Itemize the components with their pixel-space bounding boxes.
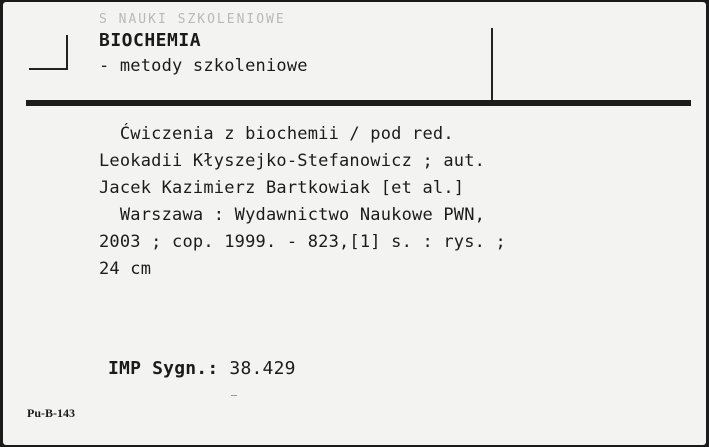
- header-vertical-rule: [491, 28, 493, 102]
- call-number-value: 38.429: [229, 358, 296, 379]
- corner-mark-vertical: [66, 35, 68, 69]
- ink-speck: [231, 395, 237, 396]
- description-line-4: Warszawa : Wydawnictwo Naukowe PWN,: [99, 205, 486, 225]
- description-line-5: 2003 ; cop. 1999. - 823,[1] s. : rys. ;: [99, 232, 506, 252]
- description-line-1: Ćwiczenia z biochemii / pod red.: [99, 124, 454, 144]
- description-line-3: Jacek Kazimierz Bartkowiak [et al.]: [99, 178, 465, 198]
- subject-subheading: - metody szkoleniowe: [99, 56, 308, 76]
- call-number: [108, 358, 296, 379]
- faint-heading: S NAUKI SZKOLENIOWE: [99, 12, 286, 27]
- header-horizontal-rule: [26, 100, 691, 106]
- catalog-card: [3, 2, 706, 445]
- subject-heading: BIOCHEMIA: [99, 30, 202, 51]
- description-line-2: Leokadii Kłyszejko-Stefanowicz ; aut.: [99, 151, 486, 171]
- call-number-label: IMP Sygn.:: [108, 358, 219, 379]
- footer-code: Pu-B-143: [27, 406, 75, 420]
- corner-mark-horizontal: [29, 68, 68, 70]
- description-line-6: 24 cm: [99, 259, 152, 279]
